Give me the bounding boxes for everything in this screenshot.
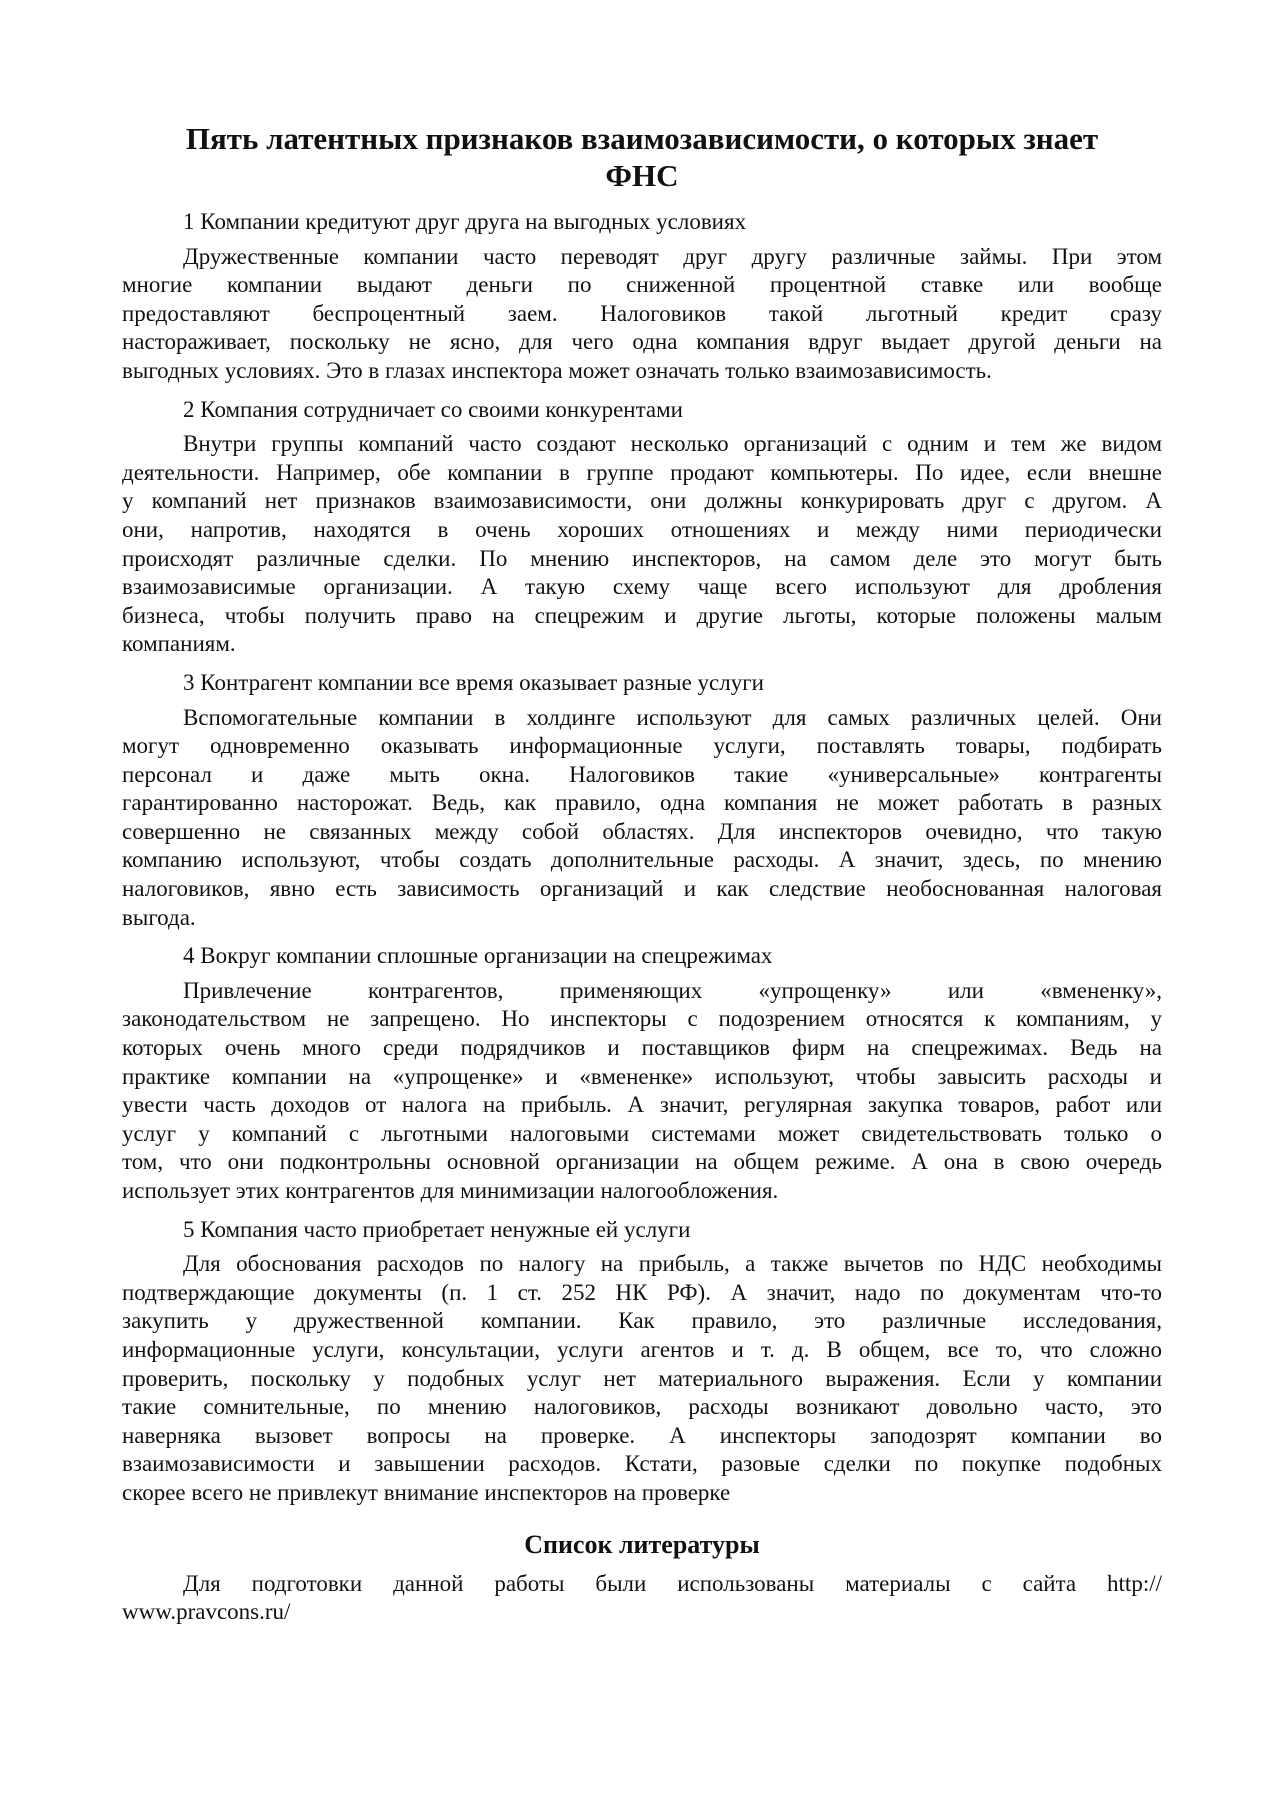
bibliography-body xyxy=(122,1570,1162,1627)
paragraph-line: такие сомнительные, по мнению налоговиков, расходы возникают довольно часто, это xyxy=(122,1394,1162,1420)
paragraph-line: Привлечение контрагентов, применяющих «упрощенку» или «вмененку», xyxy=(183,977,1162,1003)
sections xyxy=(122,208,1162,1518)
paragraph-line: услуг у компаний с льготными налоговыми системами может свидетельствовать только о xyxy=(122,1120,1162,1146)
paragraph-line: могут одновременно оказывать информационные услуги, поставлять товары, подбирать xyxy=(122,733,1162,759)
section-1 xyxy=(122,208,1162,396)
paragraph-line: проверить, поскольку у подобных услуг нет материального выражения. Если у компании xyxy=(122,1365,1162,1391)
paragraph-line: скорее всего не привлекут внимание инспекторов на проверке xyxy=(122,1479,731,1505)
paragraph-line: выгода. xyxy=(122,904,196,930)
section-4 xyxy=(122,942,1162,1215)
paragraph-line: наверняка вызовет вопросы на проверке. А инспекторы заподозрят компании во xyxy=(122,1422,1162,1448)
section-heading: 5 Компания часто приобретает ненужные ей услуги xyxy=(183,1216,691,1242)
paragraph-line: персонал и даже мыть окна. Налоговиков такие «универсальные» контрагенты xyxy=(122,761,1162,787)
paragraph-line: Внутри группы компаний часто создают несколько организаций с одним и тем же видом xyxy=(183,431,1162,457)
paragraph-line: взаимозависимые организации. А такую схему чаще всего используют для дробления xyxy=(122,574,1162,600)
paragraph-line: у компаний нет признаков взаимозависимости, они должны конкурировать друг с другом. А xyxy=(122,488,1162,514)
paragraph-line: многие компании выдают деньги по сниженной процентной ставке или вообще xyxy=(122,272,1162,298)
section-heading: 3 Контрагент компании все время оказывает разные услуги xyxy=(183,669,764,695)
paragraph-line: налоговиков, явно есть зависимость организаций и как следствие необоснованная налоговая xyxy=(122,876,1162,902)
paragraph-line: настораживает, поскольку не ясно, для чего одна компания вдруг выдает другой деньги на xyxy=(122,329,1162,355)
paragraph-line: они, напротив, находятся в очень хороших отношениях и между ними периодически xyxy=(122,516,1162,542)
section-3 xyxy=(122,669,1162,942)
section-heading: 4 Вокруг компании сплошные организации на спецрежимах xyxy=(183,943,773,969)
section-5 xyxy=(122,1216,1162,1518)
paragraph-line: том, что они подконтрольны основной организации на общем режиме. А она в свою очередь xyxy=(122,1149,1162,1175)
document-page xyxy=(122,120,1162,1627)
paragraph-line: подтверждающие документы (п. 1 ст. 252 НК РФ). А значит, надо по документам что-то xyxy=(122,1279,1162,1305)
paragraph-line: компаниям. xyxy=(122,631,236,657)
title-line-1: Пять латентных признаков взаимозависимости, о которых знает xyxy=(185,121,1099,156)
paragraph-line: гарантированно насторожат. Ведь, как правило, одна компания не может работать в разных xyxy=(122,790,1162,816)
paragraph-line: Для обоснования расходов по налогу на прибыль, а также вычетов по НДС необходимы xyxy=(183,1251,1162,1277)
paragraph-line: деятельности. Например, обе компании в группе продают компьютеры. По идее, если внешне xyxy=(122,459,1162,485)
paragraph-line: бизнеса, чтобы получить право на спецрежим и другие льготы, которые положены малым xyxy=(122,602,1162,628)
paragraph-line: происходят различные сделки. По мнению инспекторов, на самом деле это могут быть xyxy=(122,545,1162,571)
paragraph-line: использует этих контрагентов для минимизации налогообложения. xyxy=(122,1178,779,1203)
document-title xyxy=(122,120,1162,194)
title-line-2: ФНС xyxy=(605,158,679,193)
paragraph-line: Вспомогательные компании в холдинге используют для самых различных целей. Они xyxy=(183,704,1162,730)
paragraph-line: Дружественные компании часто переводят друг другу различные займы. При этом xyxy=(183,243,1162,269)
paragraph-line: компанию используют, чтобы создать дополнительные расходы. А значит, здесь, по мнению xyxy=(122,847,1162,873)
paragraph-line: закупить у дружественной компании. Как правило, это различные исследования, xyxy=(122,1308,1162,1334)
paragraph-line: законодательством не запрещено. Но инспекторы с подозрением относятся к компаниям, у xyxy=(122,1006,1162,1032)
section-heading: 1 Компании кредитуют друг друга на выгодных условиях xyxy=(183,209,747,234)
section-2 xyxy=(122,396,1162,669)
section-heading: 2 Компания сотрудничает со своими конкурентами xyxy=(183,396,683,422)
paragraph-line: взаимозависимости и завышении расходов. Кстати, разовые сделки по покупке подобных xyxy=(122,1451,1162,1477)
bibliography-line: www.pravcons.ru/ xyxy=(122,1599,291,1625)
bibliography-title: Список литературы xyxy=(524,1529,760,1559)
paragraph-line: информационные услуги, консультации, услуги агентов и т. д. В общем, все то, что сложно xyxy=(122,1336,1162,1362)
paragraph-line: практике компании на «упрощенке» и «вмененке» используют, чтобы завысить расходы и xyxy=(122,1063,1162,1089)
paragraph-line: предоставляют беспроцентный заем. Налоговиков такой льготный кредит сразу xyxy=(122,300,1162,326)
paragraph-line: которых очень много среди подрядчиков и поставщиков фирм на спецрежимах. Ведь на xyxy=(122,1035,1162,1061)
bibliography-line: Для подготовки данной работы были использованы материалы с сайта http:// xyxy=(183,1570,1162,1596)
paragraph-line: увести часть доходов от налога на прибыль. А значит, регулярная закупка товаров, работ или xyxy=(122,1092,1162,1118)
paragraph-line: выгодных условиях. Это в глазах инспектора может означать только взаимозависимость. xyxy=(122,357,992,383)
paragraph-line: совершенно не связанных между собой областях. Для инспекторов очевидно, что такую xyxy=(122,818,1162,844)
